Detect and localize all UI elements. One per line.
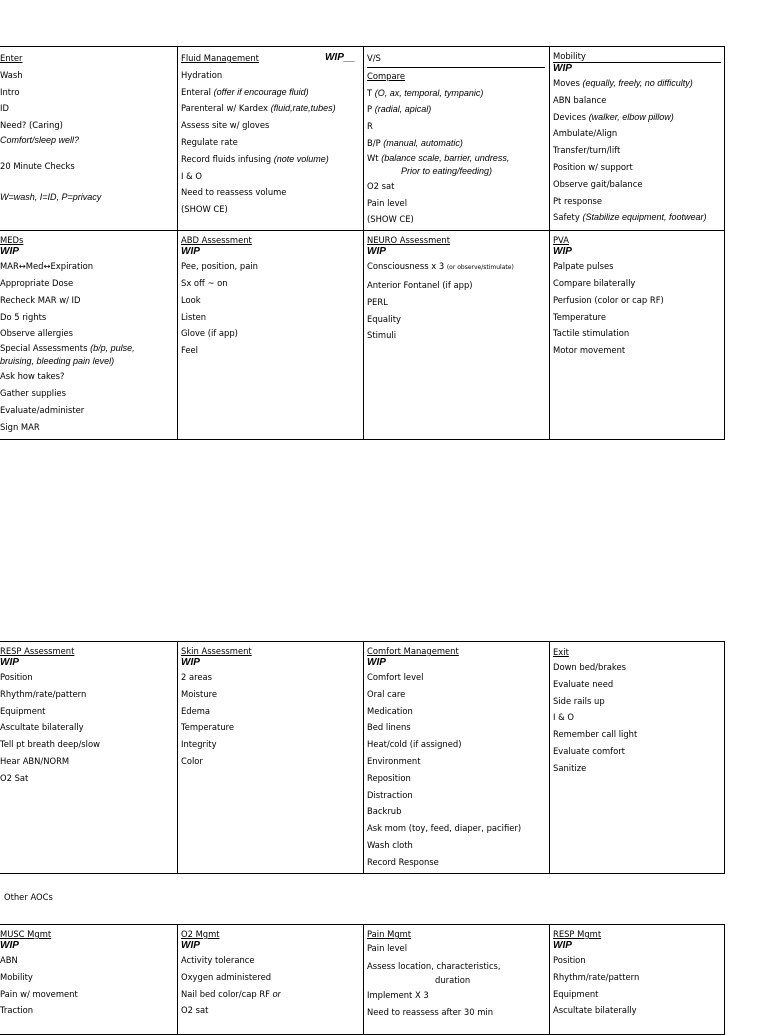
cell-exit <box>550 642 725 874</box>
list-item: I & O <box>181 170 202 181</box>
list-item: Environment <box>367 755 421 766</box>
list-item: Heat/cold (if assigned) <box>367 739 462 750</box>
list-item: Edema <box>181 705 211 716</box>
list-item: Reposition <box>367 772 411 783</box>
list-item: Rhythm/rate/pattern <box>553 971 640 982</box>
list-item: (SHOW CE) <box>181 204 228 215</box>
list-item: Pee, position, pain <box>181 261 258 272</box>
list-item: Observe allergies <box>0 328 74 339</box>
cell-fluid <box>178 47 364 231</box>
cell-mobility <box>550 47 725 231</box>
list-item: Oxygen administered <box>181 971 272 982</box>
list-item: Ambulate/Align <box>553 128 618 139</box>
cell-pain <box>364 925 550 1035</box>
list-item: Recheck MAR w/ ID <box>0 294 81 305</box>
list-item: O2 Sat <box>0 772 29 783</box>
list-item: ID <box>0 103 9 114</box>
list-item: ABN balance <box>553 94 607 105</box>
list-item: Temperature <box>553 311 607 322</box>
other-aocs-label: Other AOCs <box>4 892 53 902</box>
cell-musc <box>0 925 178 1035</box>
list-item: Appropriate Dose <box>0 277 74 288</box>
list-item: Ascultate bilaterally <box>0 722 84 733</box>
wip-label: WIP <box>367 657 386 668</box>
wip-label: WIP <box>553 63 572 74</box>
list-item: Comfort level <box>367 672 424 682</box>
list-item: P (radial, apical) <box>367 104 432 115</box>
list-item: Side rails up <box>553 695 605 706</box>
list-item: Distraction <box>367 789 413 800</box>
list-item: Tell pt breath deep/slow <box>0 739 100 750</box>
list-item: Need to reassess after 30 min <box>367 1006 494 1017</box>
exit-title: Exit <box>553 647 569 657</box>
list-item: Transfer/turn/lift <box>553 145 621 156</box>
list-item: Equality <box>367 313 401 324</box>
list-item: Observe gait/balance <box>553 178 643 189</box>
list-item: Color <box>181 755 203 766</box>
cell-meds <box>0 231 178 440</box>
list-item: Pt response <box>553 195 603 206</box>
list-item: Record Response <box>367 856 439 867</box>
cell-comfort <box>364 642 550 874</box>
cell-vs <box>364 47 550 231</box>
list-item: Hear ABN/NORM <box>0 755 70 766</box>
o2-title: O2 Mgmt <box>181 929 220 939</box>
list-item: bruising, bleeding pain level) <box>0 356 115 367</box>
list-item: Tactile stimulation <box>553 328 630 339</box>
list-item: Assess location, characteristics, <box>367 960 501 971</box>
list-item: Evaluate comfort <box>553 745 625 756</box>
list-item: Position w/ support <box>553 161 633 172</box>
cell-skin <box>178 642 364 874</box>
list-item: Devices (walker, elbow pillow) <box>553 111 674 122</box>
list-item: O2 sat <box>181 1005 209 1016</box>
mobility-title: Mobility <box>553 50 721 63</box>
cell-pva <box>550 231 725 440</box>
list-item: Intro <box>0 86 20 97</box>
list-item: Wash <box>0 69 23 80</box>
list-item: Gather supplies <box>0 387 66 398</box>
list-item: Integrity <box>181 739 217 750</box>
resp-title: RESP Assessment <box>0 646 75 656</box>
cell-resp-mgmt <box>550 925 725 1035</box>
list-item: Moves (equally, freely, no difficulty) <box>553 78 693 88</box>
care-grid-top <box>0 46 725 440</box>
list-item: Equipment <box>0 705 46 716</box>
list-item: duration <box>435 974 471 985</box>
list-item: Feel <box>181 345 198 356</box>
comfort-title: Comfort Management <box>367 646 459 656</box>
list-item: Compare bilaterally <box>553 277 636 288</box>
list-item: Ask how takes? <box>0 371 65 382</box>
wip-label: WIP <box>181 657 200 668</box>
list-item: Pain w/ movement <box>0 988 78 999</box>
list-item: Parenteral w/ Kardex (fluid,rate,tubes) <box>181 103 336 114</box>
list-item: Pain level <box>367 943 408 953</box>
vs-compare: Compare <box>367 70 405 81</box>
fluid-title: Fluid Management <box>181 53 259 63</box>
wip-label: WIP__ <box>324 52 355 63</box>
list-item: Record fluids infusing (note volume) <box>181 153 329 164</box>
wip-label: WIP <box>181 246 200 258</box>
vs-title: V/S <box>367 50 545 68</box>
list-item: Rhythm/rate/pattern <box>0 688 87 699</box>
care-grid-middle <box>0 641 725 874</box>
list-item: Evaluate need <box>553 678 614 689</box>
list-item: Ascultate bilaterally <box>553 1005 637 1016</box>
list-item: Sx off ~ on <box>181 277 228 288</box>
list-item: Pain level <box>367 197 408 208</box>
wip-label: WIP <box>553 940 572 951</box>
list-item: 2 areas <box>181 672 213 682</box>
list-item: I & O <box>553 712 574 723</box>
list-item: Motor movement <box>553 345 626 356</box>
list-item: Wash cloth <box>367 839 413 850</box>
cell-abd <box>178 231 364 440</box>
list-item: Consciousness x 3 (or observe/stimulate) <box>367 261 514 272</box>
list-item: Listen <box>181 311 207 322</box>
cell-enter <box>0 47 178 231</box>
list-item: Down bed/brakes <box>553 662 626 672</box>
list-item: Do 5 rights <box>0 311 47 322</box>
neuro-title: NEURO Assessment <box>367 235 450 246</box>
list-item: Glove (if app) <box>181 328 238 339</box>
list-item: (SHOW CE) <box>367 214 414 225</box>
list-item: Oral care <box>367 688 406 699</box>
list-item: Ask mom (toy, feed, diaper, pacifier) <box>367 823 522 834</box>
list-item: Comfort/sleep well? <box>0 134 80 145</box>
abd-title: ABD Assessment <box>181 235 252 246</box>
list-item: Hydration <box>181 69 223 80</box>
musc-title: MUSC Mgmt <box>0 929 52 939</box>
list-item: Look <box>181 294 201 305</box>
list-item: ABN <box>0 955 18 965</box>
list-item: Backrub <box>367 806 402 817</box>
care-grid-bottom <box>0 924 725 1035</box>
wip-label: WIP <box>0 940 19 951</box>
pva-title: PVA <box>553 235 569 246</box>
list-item: Nail bed color/cap RF or <box>181 988 281 999</box>
list-item: T (O, ax, temporal, tympanic) <box>367 87 484 98</box>
list-item: Assess site w/ gloves <box>181 120 270 131</box>
list-item: Enteral (offer if encourage fluid) <box>181 86 309 97</box>
list-item: Wt (balance scale, barrier, undress, <box>367 152 510 163</box>
list-item: MAR↔Med↔Expiration <box>0 261 94 272</box>
list-item: Traction <box>0 1005 34 1016</box>
meds-title: MEDs <box>0 235 24 246</box>
list-item: Need? (Caring) <box>0 120 63 131</box>
list-item: Need to reassess volume <box>181 187 287 198</box>
list-item: Remember call light <box>553 729 638 740</box>
enter-title: Enter <box>0 53 23 63</box>
list-item: Anterior Fontanel (if app) <box>367 279 473 290</box>
list-item: Mobility <box>0 971 33 982</box>
list-item: B/P (manual, automatic) <box>367 137 463 148</box>
wip-label: WIP <box>0 657 19 668</box>
wip-label: WIP <box>181 940 200 951</box>
list-item: R <box>367 121 373 132</box>
list-item: Evaluate/administer <box>0 404 85 415</box>
list-item: Position <box>0 672 33 682</box>
list-item: Special Assessments (b/p, pulse, <box>0 343 135 354</box>
list-item: W=wash, I=ID, P=privacy <box>0 191 102 202</box>
cell-resp <box>0 642 178 874</box>
list-item: Bed linens <box>367 722 411 733</box>
list-item: O2 sat <box>367 180 395 191</box>
list-item: Regulate rate <box>181 136 238 147</box>
list-item: 20 Minute Checks <box>0 160 75 171</box>
cell-o2 <box>178 925 364 1035</box>
list-item: Sanitize <box>553 762 587 773</box>
resp-mgmt-title: RESP Mgmt <box>553 929 602 939</box>
list-item: PERL <box>367 296 388 307</box>
list-item: Implement X 3 <box>367 989 429 1000</box>
list-item: Position <box>553 955 586 965</box>
wip-label: WIP <box>367 246 386 258</box>
wip-label: WIP <box>0 246 19 258</box>
list-item: Medication <box>367 705 413 716</box>
list-item: Stimuli <box>367 330 397 341</box>
list-item: Perfusion (color or cap RF) <box>553 294 664 305</box>
list-item: Equipment <box>553 988 599 999</box>
wip-label: WIP <box>553 246 572 258</box>
list-item: Temperature <box>181 722 235 733</box>
list-item: Activity tolerance <box>181 955 255 965</box>
list-item: Sign MAR <box>0 421 40 432</box>
list-item: Safety (Stabilize equipment, footwear) <box>553 212 707 223</box>
skin-title: Skin Assessment <box>181 646 252 656</box>
list-item: Prior to eating/feeding) <box>401 165 493 176</box>
cell-neuro <box>364 231 550 440</box>
list-item: Moisture <box>181 688 218 699</box>
pain-title: Pain Mgmt <box>367 929 412 939</box>
list-item: Palpate pulses <box>553 261 614 272</box>
